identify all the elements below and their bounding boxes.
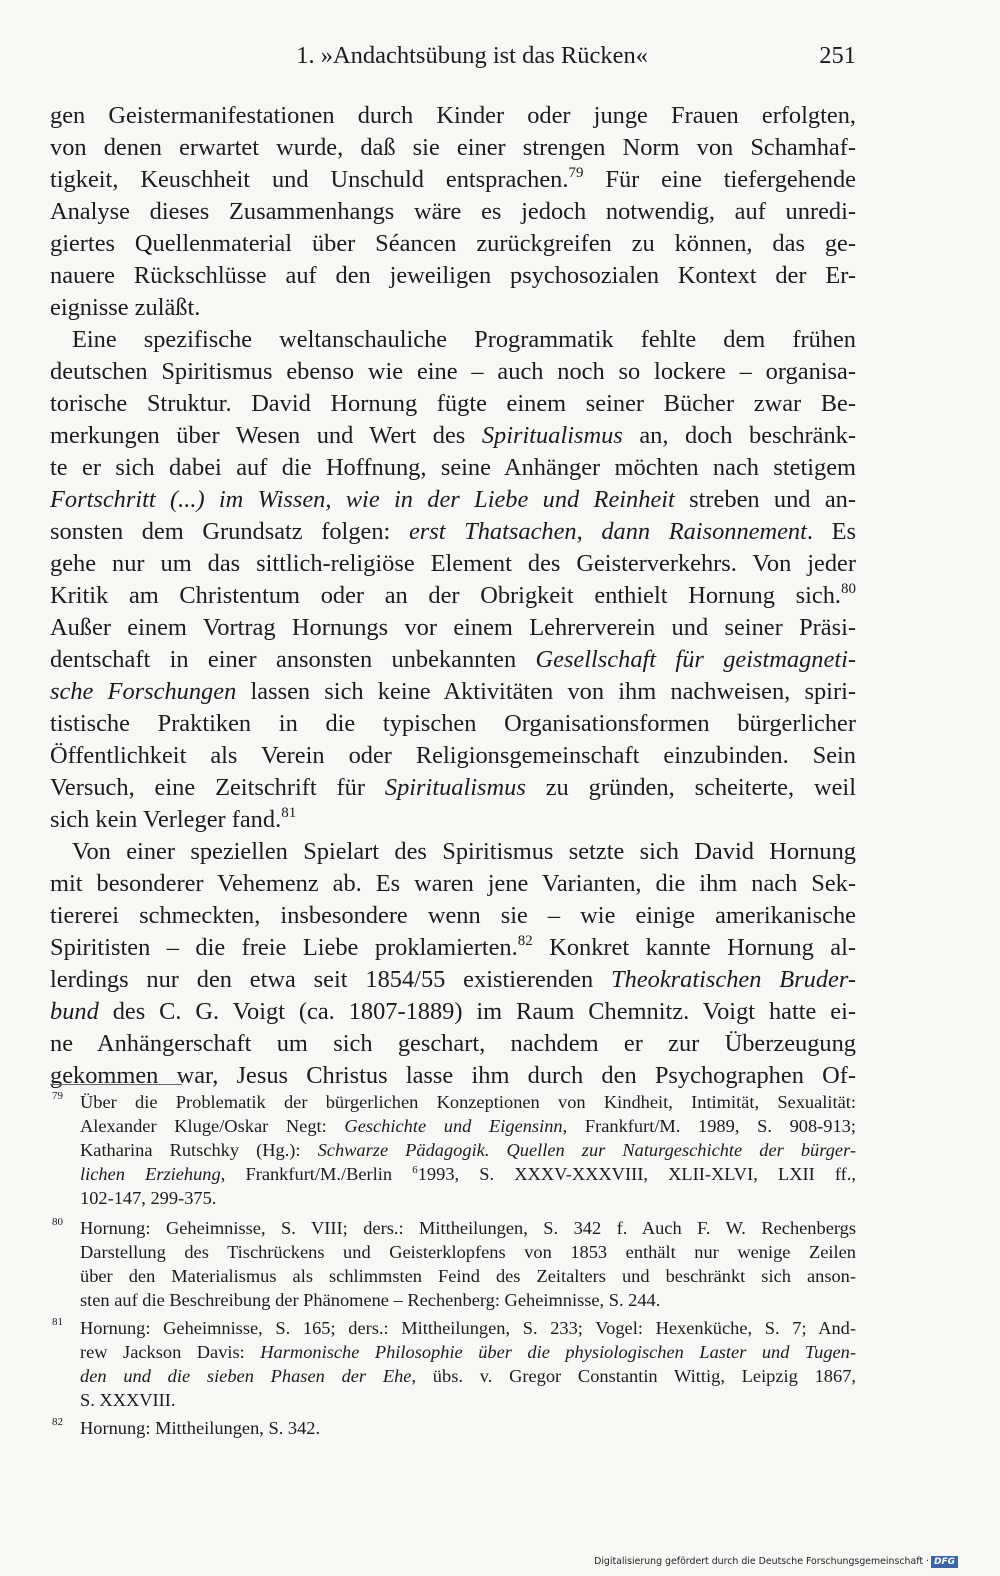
footnote-number-80: 80 [52,1216,63,1228]
footnote-line: Hornung: Geheimnisse, S. 165; ders.: Mittheilungen, S. 233; Vogel: Hexenküche, S. 7; And- [80,1318,856,1338]
page-number: 251 [819,42,856,69]
text-line: Spiritisten – die freie Liebe proklamierten.$^{82}$ Konkret kannte Hornung al- [50,933,856,961]
footnote-ref-80[interactable]: 80 [841,581,856,597]
footnote-line: 102-147, 299-375. [80,1188,217,1208]
text-line: lerdings nur den etwa seit 1854/55 existierenden Theokratischen Bruder- [50,966,856,993]
text-line: dentschaft in einer ansonsten unbekannten Gesellschaft für geistmagneti- [50,646,856,673]
footnote-line: über den Materialismus als schlimmsten Feind des Zeitalters und beschränkt sich anson- [80,1266,856,1286]
footnote-line: Katharina Rutschky (Hg.): Schwarze Pädagogik. Quellen zur Naturgeschichte der bürger- [80,1140,856,1160]
text-line: sich kein Verleger fand.$^{81}$ [50,805,297,833]
footnote-line: Alexander Kluge/Oskar Negt: Geschichte und Eigensinn, Frankfurt/M. 1989, S. 908-913; [80,1116,856,1136]
footnote-line: Darstellung des Tischrückens und Geisterklopfens von 1853 enthält nur wenige Zeilen [80,1242,856,1262]
footnote-line: lichen Erziehung, Frankfurt/M./Berlin $^6$1993, S. XXXV-XXXVIII, XLII-XLVI, LXII ff., [80,1164,856,1184]
footnote-line: sten auf die Beschreibung der Phänomene – Rechenberg: Geheimnisse, S. 244. [80,1290,661,1310]
text-line: Öffentlichkeit als Verein oder Religionsgemeinschaft einzubinden. Sein [50,742,856,769]
footnote-line: Über die Problematik der bürgerlichen Konzeptionen von Kindheit, Intimität, Sexualität: [80,1092,856,1112]
text-line: gehe nur um das sittlich-religiöse Element des Geisterverkehrs. Von jeder [50,550,856,577]
text-line: Von einer speziellen Spielart des Spiritismus setzte sich David Hornung [72,838,856,865]
text-line: giertes Quellenmaterial über Séancen zurückgreifen zu können, das ge- [50,230,856,257]
text-line: sonsten dem Grundsatz folgen: erst Thatsachen, dann Raisonnement. Es [50,518,857,545]
text-line: Außer einem Vortrag Hornungs vor einem Lehrerverein und seiner Präsi- [50,614,856,641]
text-line: bund des C. G. Voigt (ca. 1807-1889) im Raum Chemnitz. Voigt hatte ei- [50,998,856,1025]
text-line: gen Geistermanifestationen durch Kinder oder junge Frauen erfolgten, [50,102,856,129]
footnote-ref-79[interactable]: 79 [568,165,584,181]
footnote-line: Hornung: Mittheilungen, S. 342. [80,1418,321,1438]
footnote-line: Hornung: Geheimnisse, S. VIII; ders.: Mittheilungen, S. 342 f. Auch F. W. Rechenbergs [80,1218,856,1238]
text-line: ne Anhängerschaft um sich geschart, nachdem er zur Überzeugung [50,1030,856,1057]
text-line: merkungen über Wesen und Wert des Spiritualismus an, doch beschränk- [50,422,857,449]
text-line: torische Struktur. David Hornung fügte einem seiner Bücher zwar Be- [50,390,856,417]
footnote-line: rew Jackson Davis: Harmonische Philosophie über die physiologischen Laster und Tugen- [80,1342,856,1362]
digitization-credit: Digitalisierung gefördert durch die Deutsche Forschungsgemeinschaft · DFG [594,1555,958,1569]
text-line: sche Forschungen lassen sich keine Aktivitäten von ihm nachweisen, spiri- [50,678,856,705]
footnote-ref-81[interactable]: 81 [281,805,297,821]
footnote-line: den und die sieben Phasen der Ehe, übs. v. Gregor Constantin Wittig, Leipzig 1867, [80,1366,856,1386]
text-line: Fortschritt (...) im Wissen, wie in der Liebe und Reinheit streben und an- [50,486,856,513]
text-line: Eine spezifische weltanschauliche Programmatik fehlte dem frühen [72,326,856,353]
footnote-line: S. XXXVIII. [80,1390,176,1410]
text-line: Kritik am Christentum oder an der Obrigkeit enthielt Hornung sich.$^{80}$ [50,581,856,609]
text-line: tigkeit, Keuschheit und Unschuld entsprachen.$^{79}$ Für eine tiefergehende [50,165,856,193]
text-line: mit besonderer Vehemenz ab. Es waren jene Varianten, die ihm nach Sek- [50,870,856,897]
footnote-ref-82[interactable]: 82 [517,933,533,949]
text-line: nauere Rückschlüsse auf den jeweiligen psychosozialen Kontext der Er- [50,262,856,289]
footnote-divider [50,1084,182,1085]
footnote-number-81: 81 [52,1316,63,1328]
text-line: tiererei schmeckten, insbesondere wenn sie – wie einige amerikanische [50,902,856,929]
text-line: gekommen war, Jesus Christus lasse ihm durch den Psychographen Of- [50,1062,856,1089]
text-line: von denen erwartet wurde, daß sie einer strengen Norm von Schamhaf- [50,134,856,161]
running-head: 1. »Andachtsübung ist das Rücken« [296,42,648,69]
footnote-number-79: 79 [52,1090,63,1102]
text-line: deutschen Spiritismus ebenso wie eine – auch noch so lockere – organisa- [50,358,856,385]
text-line: te er sich dabei auf die Hoffnung, seine Anhänger möchten nach stetigem [50,454,856,481]
footnote-number-82: 82 [52,1416,63,1428]
text-line: eignisse zuläßt. [50,294,201,321]
text-line: Analyse dieses Zusammenhangs wäre es jedoch notwendig, auf unredi- [50,198,856,225]
dfg-logo: DFG [931,1556,958,1568]
text-line: Versuch, eine Zeitschrift für Spiritualismus zu gründen, scheiterte, weil [50,774,856,801]
text-line: tistische Praktiken in die typischen Organisationsformen bürgerlicher [50,710,856,737]
